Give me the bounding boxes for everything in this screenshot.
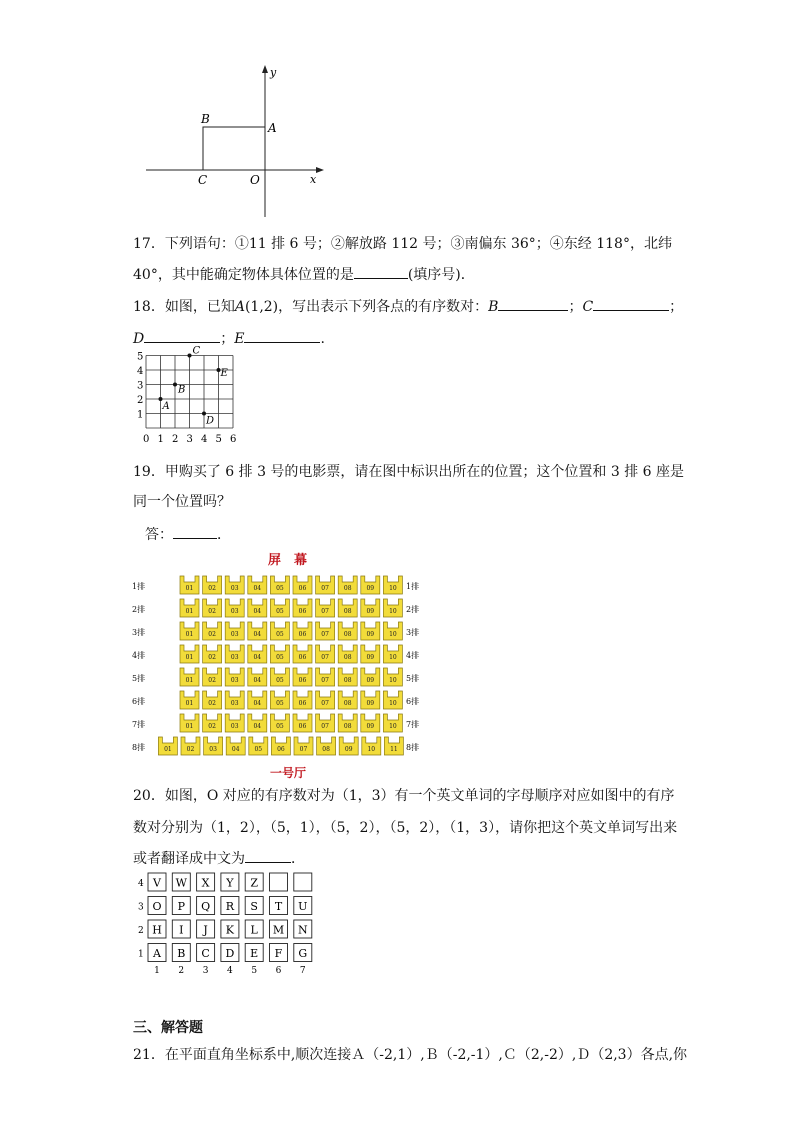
seat [316, 622, 335, 640]
seat-number: 07 [321, 677, 329, 684]
seat [338, 576, 357, 594]
seat-number: 05 [254, 746, 263, 753]
letter-c: C [201, 947, 210, 960]
seat [316, 599, 335, 617]
x-tick-label: 3 [186, 434, 193, 445]
row-label-right: 6排 [406, 697, 420, 706]
label-c: C [582, 299, 594, 315]
seat [203, 668, 222, 686]
letter-n: N [297, 923, 308, 937]
seat [338, 599, 357, 617]
seat-number: 11 [390, 746, 398, 753]
letter-a: A [153, 947, 161, 960]
letter-cell [294, 873, 312, 891]
seat [361, 622, 380, 640]
seat-number: 08 [343, 608, 352, 615]
letter-t: T [274, 900, 283, 913]
point-b-label: B [178, 384, 186, 396]
seat [248, 645, 267, 663]
letter-l: L [250, 923, 258, 937]
row-label-left: 7排 [132, 720, 146, 729]
seat-number: 08 [322, 746, 330, 753]
y-tick-label: 3 [137, 380, 144, 392]
column-number-label: 5 [251, 966, 258, 976]
separator: ； [220, 331, 235, 347]
letter-d: D [225, 947, 235, 960]
seat [361, 691, 380, 709]
question-17-suffix: (填序号)． [407, 267, 475, 283]
seat-number: 04 [253, 723, 262, 730]
seat [270, 714, 289, 732]
question-17-line2 [133, 264, 475, 285]
answer-blank-b [498, 296, 568, 311]
seat [271, 737, 290, 755]
seat [293, 714, 312, 732]
seat [384, 737, 403, 755]
seat-number: 01 [185, 608, 194, 615]
seat [225, 622, 244, 640]
seat-number: 07 [321, 723, 329, 730]
seat-number: 06 [298, 585, 307, 592]
seat-number: 10 [389, 723, 397, 730]
seat-number: 09 [344, 746, 353, 753]
seat [270, 645, 289, 663]
x-tick-label: 2 [172, 434, 179, 445]
seat-number: 08 [343, 700, 352, 707]
seat [270, 668, 289, 686]
seat [270, 576, 289, 594]
seat-number: 01 [185, 654, 194, 661]
x-tick-label: 0 [143, 434, 150, 445]
x-tick-label: 4 [201, 434, 208, 445]
point-c-marker [188, 354, 192, 358]
x-arrow-icon [316, 167, 324, 173]
letter-cell [270, 873, 288, 891]
question-18-text-a: 18．如图，已知 [133, 299, 235, 315]
seat-number: 05 [276, 700, 284, 707]
seat-number: 08 [343, 654, 352, 661]
letter-g: G [298, 947, 308, 960]
letter-b: B [177, 947, 186, 960]
period: ． [217, 527, 231, 543]
seat [293, 576, 312, 594]
label-e: E [234, 331, 245, 347]
separator: ； [669, 299, 684, 315]
seat [338, 645, 357, 663]
row-number-label: 1 [138, 949, 144, 960]
column-number-label: 7 [299, 966, 306, 976]
row-label-left: 5排 [132, 674, 146, 683]
seat [203, 576, 222, 594]
letter-q: Q [201, 900, 211, 913]
seat [316, 691, 335, 709]
seat [180, 599, 199, 617]
letter-x: X [201, 876, 210, 890]
x-axis-label: x [310, 173, 317, 186]
seat-number: 03 [230, 608, 239, 615]
seat [339, 737, 358, 755]
seat-number: 10 [389, 654, 397, 661]
seat-number: 09 [366, 723, 375, 730]
seat [203, 645, 222, 663]
seat-number: 03 [230, 677, 239, 684]
row-label-right: 2排 [406, 605, 420, 614]
seat-number: 06 [298, 700, 307, 707]
seat-number: 02 [186, 746, 195, 753]
row-number-label: 3 [138, 902, 144, 913]
y-arrow-icon [262, 65, 268, 73]
seat [203, 691, 222, 709]
seat [316, 668, 335, 686]
seat-number: 07 [321, 585, 329, 592]
seat-number: 05 [276, 677, 284, 684]
seat [383, 645, 402, 663]
answer-blank-20 [245, 848, 291, 863]
seat [383, 576, 402, 594]
seat [180, 622, 199, 640]
seat [203, 622, 222, 640]
seat-number: 02 [208, 654, 216, 661]
seat [204, 737, 223, 755]
seat [180, 691, 199, 709]
seat-number: 09 [366, 585, 375, 592]
letter-w: W [175, 876, 187, 890]
seat-number: 04 [231, 746, 240, 753]
y-tick-label: 5 [137, 351, 144, 363]
seat [338, 691, 357, 709]
seat-number: 07 [321, 654, 329, 661]
seat [383, 668, 402, 686]
seat-number: 03 [230, 631, 239, 638]
letter-grid-figure [136, 870, 316, 976]
point-c-label: C [198, 173, 208, 187]
letter-h: H [152, 923, 162, 937]
seat-number: 05 [276, 585, 284, 592]
seat-number: 06 [277, 746, 285, 753]
y-tick-label: 1 [137, 409, 144, 421]
seat-number: 09 [366, 654, 375, 661]
seat [270, 599, 289, 617]
seat-number: 01 [164, 746, 172, 753]
seat-number: 02 [208, 677, 216, 684]
point-a-label: A [162, 401, 170, 412]
seat-number: 05 [276, 608, 284, 615]
row-label-right: 3排 [406, 628, 420, 637]
column-number-label: 1 [154, 966, 160, 976]
seat-number: 10 [389, 585, 397, 592]
seat-number: 07 [321, 608, 329, 615]
column-number-label: 6 [275, 966, 282, 976]
seat-number: 09 [366, 677, 375, 684]
answer-blank-c [593, 296, 669, 311]
seat [383, 714, 402, 732]
seat [293, 599, 312, 617]
cinema-seating-chart [128, 570, 428, 766]
letter-p: P [177, 900, 186, 913]
seat [249, 737, 268, 755]
axes-figure [140, 62, 330, 222]
seat-number: 08 [343, 585, 352, 592]
letter-s: S [250, 900, 258, 913]
seat-number: 01 [185, 585, 194, 592]
seat [248, 622, 267, 640]
seat [293, 691, 312, 709]
seat-number: 06 [298, 631, 307, 638]
seat-number: 09 [366, 608, 375, 615]
seat-number: 10 [389, 677, 397, 684]
column-number-label: 3 [202, 966, 209, 976]
seat [180, 645, 199, 663]
label-b: B [488, 299, 499, 315]
letter-z: Z [250, 876, 259, 890]
seat [293, 668, 312, 686]
seat [293, 645, 312, 663]
seat [383, 691, 402, 709]
seat [248, 691, 267, 709]
column-number-label: 4 [227, 966, 233, 976]
seat [226, 737, 245, 755]
point-e-label: E [220, 368, 228, 379]
seat-number: 03 [209, 746, 217, 753]
seat [316, 645, 335, 663]
seat-number: 04 [253, 585, 262, 592]
seat [225, 599, 244, 617]
y-axis-label: y [270, 66, 277, 79]
letter-o: O [152, 900, 162, 913]
question-20-line3 [133, 848, 305, 869]
point-b-label: B [201, 112, 210, 126]
seat-number: 05 [276, 723, 284, 730]
seat-number: 02 [208, 631, 216, 638]
question-19-line2: 同一个位置吗？ [133, 494, 231, 510]
seat-number: 01 [185, 723, 194, 730]
y-tick-label: 4 [137, 366, 144, 377]
answer-blank-17 [354, 264, 408, 279]
seat-number: 09 [366, 631, 375, 638]
seat-number: 02 [208, 700, 216, 707]
point-a-symbol: A [234, 299, 245, 315]
seat-number: 01 [185, 700, 194, 707]
question-17-line1: 17．下列语句：①11 排 6 号；②解放路 112 号；③南偏东 36°；④东经 118°，北纬 [133, 236, 672, 252]
seat-number: 10 [389, 631, 397, 638]
row-label-left: 1排 [132, 582, 146, 591]
seat-number: 06 [298, 608, 307, 615]
seat-number: 03 [230, 585, 239, 592]
row-number-label: 4 [138, 879, 144, 889]
seat [248, 714, 267, 732]
seat-number: 02 [208, 585, 216, 592]
seat-number: 06 [298, 654, 307, 661]
seat [338, 668, 357, 686]
seat [361, 645, 380, 663]
letter-e: E [250, 947, 259, 960]
seat-number: 03 [230, 700, 239, 707]
seat-number: 02 [208, 723, 216, 730]
x-tick-label: 6 [230, 434, 237, 445]
row-label-left: 8排 [132, 743, 146, 752]
seat-number: 04 [253, 654, 262, 661]
y-tick-label: 2 [137, 395, 144, 406]
origin-label: O [250, 173, 260, 187]
seat [180, 668, 199, 686]
answer-label: 答： [145, 527, 173, 543]
seat [203, 714, 222, 732]
screen-title: 屏 幕 [268, 553, 308, 568]
seat [225, 576, 244, 594]
seat-number: 10 [367, 746, 376, 753]
row-label-left: 2排 [132, 605, 146, 614]
seat [317, 737, 336, 755]
row-label-right: 8排 [406, 743, 420, 752]
seat [180, 576, 199, 594]
point-grid-figure [130, 345, 240, 446]
point-b-marker [173, 383, 177, 387]
question-18-text-b: ，写出表示下列各点的有序数对： [278, 299, 489, 315]
row-label-right: 1排 [406, 582, 420, 591]
seat [248, 668, 267, 686]
letter-f: F [274, 947, 283, 960]
row-label-left: 6排 [132, 697, 146, 706]
seat-number: 01 [185, 631, 194, 638]
x-tick-label: 1 [157, 434, 164, 445]
question-19-line1: 19．甲购买了 6 排 3 号的电影票，请在图中标识出所在的位置；这个位置和 3 排 6 座是 [133, 464, 685, 480]
seat [316, 714, 335, 732]
seat-number: 08 [343, 631, 352, 638]
point-c-label: C [192, 345, 201, 357]
seat [338, 714, 357, 732]
rectangle-bcoa [203, 127, 265, 170]
seat-number: 04 [253, 700, 262, 707]
answer-blank-e [244, 328, 320, 343]
seat-number: 04 [253, 677, 262, 684]
question-18-line1 [133, 296, 683, 317]
seat [316, 576, 335, 594]
letter-r: R [225, 900, 235, 913]
seat [270, 691, 289, 709]
point-a-coords: (1,2) [244, 299, 279, 315]
seat [294, 737, 313, 755]
letter-v: V [153, 876, 161, 890]
letter-j: J [203, 923, 208, 937]
seat-number: 05 [276, 654, 284, 661]
seat [225, 668, 244, 686]
row-label-right: 4排 [406, 651, 420, 660]
seat [181, 737, 200, 755]
period: . [320, 331, 325, 347]
seat [293, 622, 312, 640]
letter-m: M [272, 923, 285, 937]
seat-number: 09 [366, 700, 375, 707]
seat-number: 04 [253, 631, 262, 638]
seat-number: 03 [230, 654, 239, 661]
separator: ； [568, 299, 583, 315]
row-label-right: 7排 [406, 720, 420, 729]
row-label-right: 5排 [406, 674, 420, 683]
row-label-left: 3排 [132, 628, 146, 637]
letter-u: U [298, 900, 308, 913]
seat-number: 03 [230, 723, 239, 730]
answer-19-line [145, 524, 231, 545]
seat [361, 599, 380, 617]
seat-number: 06 [298, 677, 307, 684]
section-title: 三、解答题 [133, 1020, 203, 1036]
seat [203, 599, 222, 617]
seat [383, 622, 402, 640]
seat [270, 622, 289, 640]
seat [225, 645, 244, 663]
seat-number: 07 [299, 746, 308, 753]
row-label-left: 4排 [132, 651, 146, 660]
seat-number: 10 [389, 700, 397, 707]
answer-blank-19 [173, 524, 217, 539]
seat [248, 599, 267, 617]
seat [338, 622, 357, 640]
row-number-label: 2 [138, 926, 144, 936]
question-20-line2: 数对分别为（1，2），（5，1），（5，2），（5，2），（1，3），请你把这个英文单词写出来 [133, 820, 678, 836]
letter-k: K [225, 923, 235, 937]
seat [158, 737, 177, 755]
seat [180, 714, 199, 732]
seat-number: 06 [298, 723, 307, 730]
x-tick-label: 5 [215, 434, 222, 445]
letter-i: I [179, 923, 184, 937]
seat-number: 08 [343, 677, 352, 684]
seat-number: 01 [185, 677, 194, 684]
question-21-line1: 21．在平面直角坐标系中,顺次连接Ａ（-2,1）,Ｂ（-2,-1）,Ｃ（2,-2）,Ｄ（2,3）各点,你 [133, 1047, 688, 1063]
seat [225, 691, 244, 709]
answer-blank-d [144, 328, 220, 343]
seat [361, 668, 380, 686]
point-d-label: D [206, 415, 215, 427]
seat-number: 02 [208, 608, 216, 615]
question-17-text: 40°，其中能确定物体具体位置的是 [133, 267, 354, 283]
seat-number: 07 [321, 700, 329, 707]
seat [225, 714, 244, 732]
letter-y: Y [226, 876, 234, 890]
point-a-label: A [268, 121, 277, 135]
seat [361, 714, 380, 732]
seat-number: 10 [389, 608, 397, 615]
period: ． [291, 851, 305, 867]
question-20-text: 或者翻译成中文为 [133, 851, 245, 867]
seat [383, 599, 402, 617]
seat-number: 08 [343, 723, 352, 730]
label-d: D [133, 331, 145, 347]
seat [362, 737, 381, 755]
seat-number: 07 [321, 631, 329, 638]
question-18-line2 [133, 328, 325, 349]
seat [248, 576, 267, 594]
hall-title: 一号厅 [270, 766, 307, 780]
question-20-line1: 20．如图，O 对应的有序数对为（1，3）有一个英文单词的字母顺序对应如图中的有序 [133, 788, 675, 804]
seat [361, 576, 380, 594]
seat-number: 05 [276, 631, 284, 638]
seat-number: 04 [253, 608, 262, 615]
column-number-label: 2 [178, 966, 185, 976]
